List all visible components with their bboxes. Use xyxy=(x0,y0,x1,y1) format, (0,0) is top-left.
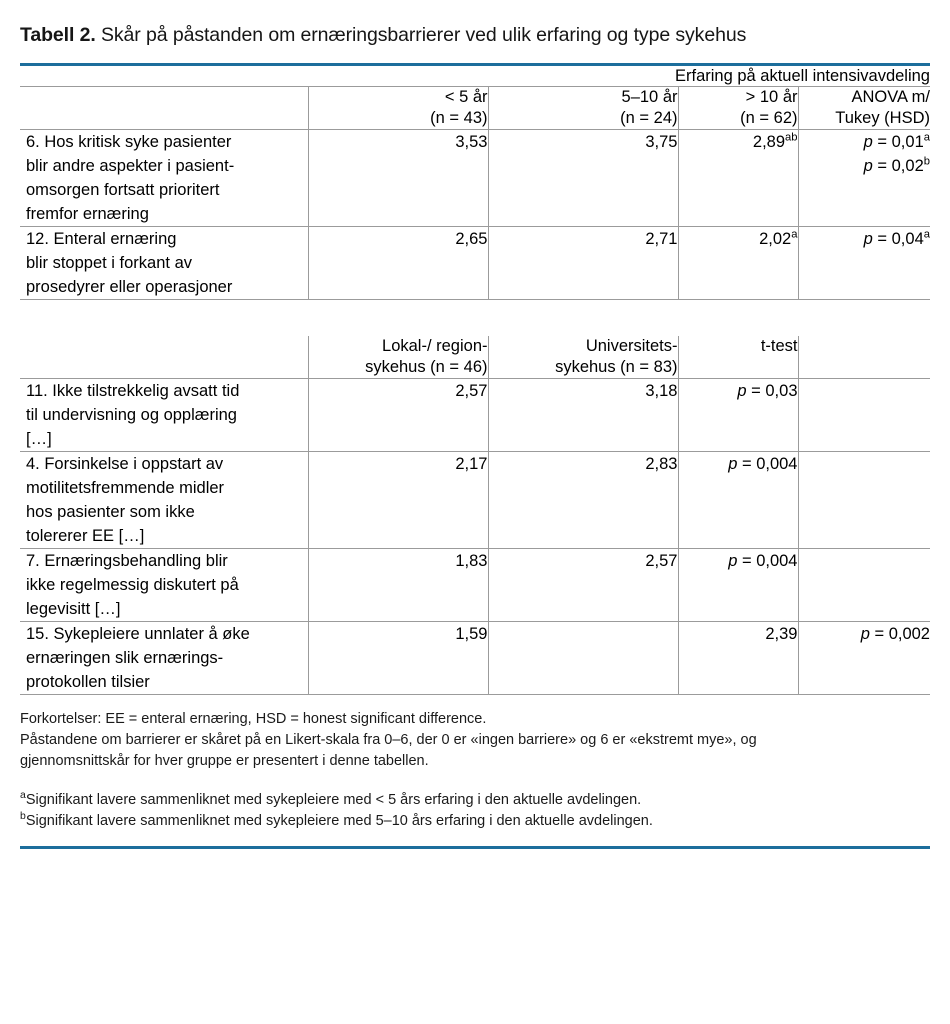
cell-value: 2,89 xyxy=(752,133,786,151)
p-value-line xyxy=(799,227,931,251)
col-header-ttest-line1: t-test xyxy=(760,337,798,355)
row-label-line: hos pasienter som ikke xyxy=(26,503,195,521)
p-value: = 0,04 xyxy=(872,230,924,248)
table-row xyxy=(20,622,930,695)
cell-item6-anova xyxy=(798,130,930,227)
p-symbol: p xyxy=(728,552,738,570)
row-label-item6 xyxy=(20,130,308,227)
col-header-university xyxy=(488,336,678,379)
col-header-over10-line1: > 10 år xyxy=(745,88,798,106)
row-label-line: 11. Ikke tilstrekkelig avsatt tid xyxy=(26,382,240,400)
table-row xyxy=(20,379,930,452)
cell-item6-over10 xyxy=(678,130,798,227)
cell-item4-local: 2,17 xyxy=(308,452,488,549)
cell-item4-university: 2,83 xyxy=(488,452,678,549)
p-symbol: p xyxy=(860,625,870,643)
caption-label: Tabell 2. xyxy=(20,24,96,46)
table-row xyxy=(20,130,930,227)
col-header-university-line2: sykehus (n = 83) xyxy=(555,358,678,376)
notes-bottom-gap xyxy=(20,832,930,846)
p-value: = 0,004 xyxy=(737,455,798,473)
footnote-marker: a xyxy=(791,228,798,241)
page-title xyxy=(20,0,930,48)
table-gap xyxy=(20,300,930,336)
cell-item6-5to10: 3,75 xyxy=(488,130,678,227)
p-value-line xyxy=(799,130,931,154)
row-label-item4 xyxy=(20,452,308,549)
row-label-line: protokollen tilsier xyxy=(26,673,150,691)
cell-item7-local: 1,83 xyxy=(308,549,488,622)
row-label-line: tolererer EE […] xyxy=(26,527,145,545)
cell-item15-ttest: 2,39 xyxy=(678,622,798,695)
cell-item11-local: 2,57 xyxy=(308,379,488,452)
footnote-group xyxy=(20,772,930,832)
row-label-line: blir stoppet i forkant av xyxy=(26,254,192,272)
row-label-line: blir andre aspekter i pasient- xyxy=(26,157,235,175)
col-header-university-line1: Universitets- xyxy=(585,337,678,355)
row-label-item15 xyxy=(20,622,308,695)
cell-item15-university xyxy=(488,622,678,695)
cell-item11-university: 3,18 xyxy=(488,379,678,452)
footnote-a-text: Signifikant lavere sammenliknet med sykepleiere med < 5 års erfaring i den aktuelle avdelingen. xyxy=(25,792,642,808)
p-value: = 0,02 xyxy=(872,157,924,175)
col-header-over10 xyxy=(678,87,798,130)
cell-item7-ttest xyxy=(678,549,798,622)
cell-item12-under5: 2,65 xyxy=(308,227,488,300)
footnote-a xyxy=(20,790,930,811)
footnote-b-text: Signifikant lavere sammenliknet med sykepleiere med 5–10 års erfaring i den aktuelle avdelingen. xyxy=(25,813,653,829)
col-header-anova-line1: ANOVA m/ xyxy=(851,88,930,106)
note-likert-line2: gjennomsnittskår for hver gruppe er presentert i denne tabellen. xyxy=(20,753,429,769)
table-header-row xyxy=(20,336,930,379)
caption-text: Skår på påstanden om ernæringsbarrierer ved ulik erfaring og type sykehus xyxy=(95,24,747,46)
table-row xyxy=(20,452,930,549)
footnote-b xyxy=(20,811,930,832)
p-symbol: p xyxy=(728,455,738,473)
col-header-anova-line2: Tukey (HSD) xyxy=(835,109,930,127)
cell-value: 2,02 xyxy=(759,230,792,248)
table-group-header-row xyxy=(20,66,930,87)
row-label-item7 xyxy=(20,549,308,622)
cell-item11-extra xyxy=(798,379,930,452)
footnote-marker: ab xyxy=(785,131,798,144)
col-header-local-regional-line2: sykehus (n = 46) xyxy=(365,358,488,376)
p-symbol: p xyxy=(863,230,873,248)
cell-item7-extra xyxy=(798,549,930,622)
p-value: = 0,002 xyxy=(869,625,930,643)
p-value: = 0,004 xyxy=(737,552,798,570)
footnote-marker: b xyxy=(923,155,930,168)
p-symbol: p xyxy=(863,133,873,151)
col-header-under5 xyxy=(308,87,488,130)
cell-item11-ttest xyxy=(678,379,798,452)
col-header-under5-line2: (n = 43) xyxy=(430,109,488,127)
row-label-line: legevisitt […] xyxy=(26,600,121,618)
col-header-under5-line1: < 5 år xyxy=(444,88,488,106)
p-symbol: p xyxy=(737,382,747,400)
row-label-line: […] xyxy=(26,430,52,448)
p-value-line xyxy=(799,154,931,178)
footnote-marker: a xyxy=(923,131,930,144)
col-header-5to10-line2: (n = 24) xyxy=(620,109,678,127)
accent-rule-bottom xyxy=(20,846,930,849)
footnote-b-marker: b xyxy=(20,811,26,823)
col-header-local-regional-line1: Lokal-/ region- xyxy=(382,337,488,355)
cell-item12-anova xyxy=(798,227,930,300)
col-header-ttest xyxy=(678,336,798,379)
cell-item4-ttest xyxy=(678,452,798,549)
row-label-item12 xyxy=(20,227,308,300)
row-label-line: ernæringen slik ernærings- xyxy=(26,649,224,667)
p-value: = 0,01 xyxy=(872,133,924,151)
table-notes xyxy=(20,695,930,832)
cell-item6-under5: 3,53 xyxy=(308,130,488,227)
p-value: = 0,03 xyxy=(746,382,798,400)
cell-item12-over10 xyxy=(678,227,798,300)
col-header-blank-2 xyxy=(20,336,308,379)
row-label-line: 6. Hos kritisk syke pasienter xyxy=(26,133,232,151)
row-label-line: 15. Sykepleiere unnlater å øke xyxy=(26,625,250,643)
table-header-row xyxy=(20,87,930,130)
row-label-line: ikke regelmessig diskutert på xyxy=(26,576,239,594)
col-header-blank-3 xyxy=(798,336,930,379)
table-row xyxy=(20,549,930,622)
col-header-anova xyxy=(798,87,930,130)
note-abbreviations: Forkortelser: EE = enteral ernæring, HSD = honest significant difference. xyxy=(20,711,487,727)
cell-item12-5to10: 2,71 xyxy=(488,227,678,300)
footnote-marker: a xyxy=(923,228,930,241)
row-label-line: prosedyrer eller operasjoner xyxy=(26,278,233,296)
col-header-5to10 xyxy=(488,87,678,130)
row-label-line: til undervisning og opplæring xyxy=(26,406,237,424)
cell-item15-extra xyxy=(798,622,930,695)
table-row xyxy=(20,227,930,300)
col-header-local-regional xyxy=(308,336,488,379)
row-label-line: 7. Ernæringsbehandling blir xyxy=(26,552,228,570)
cell-item4-extra xyxy=(798,452,930,549)
col-header-5to10-line1: 5–10 år xyxy=(621,88,678,106)
cell-item7-university: 2,57 xyxy=(488,549,678,622)
row-label-line: fremfor ernæring xyxy=(26,205,149,223)
table-hospital-type xyxy=(20,336,930,695)
table-experience xyxy=(20,66,930,300)
row-label-item11 xyxy=(20,379,308,452)
col-header-over10-line2: (n = 62) xyxy=(740,109,798,127)
row-label-line: omsorgen fortsatt prioritert xyxy=(26,181,220,199)
footnote-a-marker: a xyxy=(20,790,26,802)
row-label-line: 4. Forsinkelse i oppstart av xyxy=(26,455,224,473)
group-header-experience: Erfaring på aktuell intensivavdeling xyxy=(675,67,930,85)
row-label-line: motilitetsfremmende midler xyxy=(26,479,225,497)
p-symbol: p xyxy=(863,157,873,175)
col-header-blank xyxy=(20,87,308,130)
row-label-line: 12. Enteral ernæring xyxy=(26,230,177,248)
note-likert-line1: Påstandene om barrierer er skåret på en Likert-skala fra 0–6, der 0 er «ingen barriere» og 6 er «ekstremt mye», og xyxy=(20,732,757,748)
cell-item15-local: 1,59 xyxy=(308,622,488,695)
